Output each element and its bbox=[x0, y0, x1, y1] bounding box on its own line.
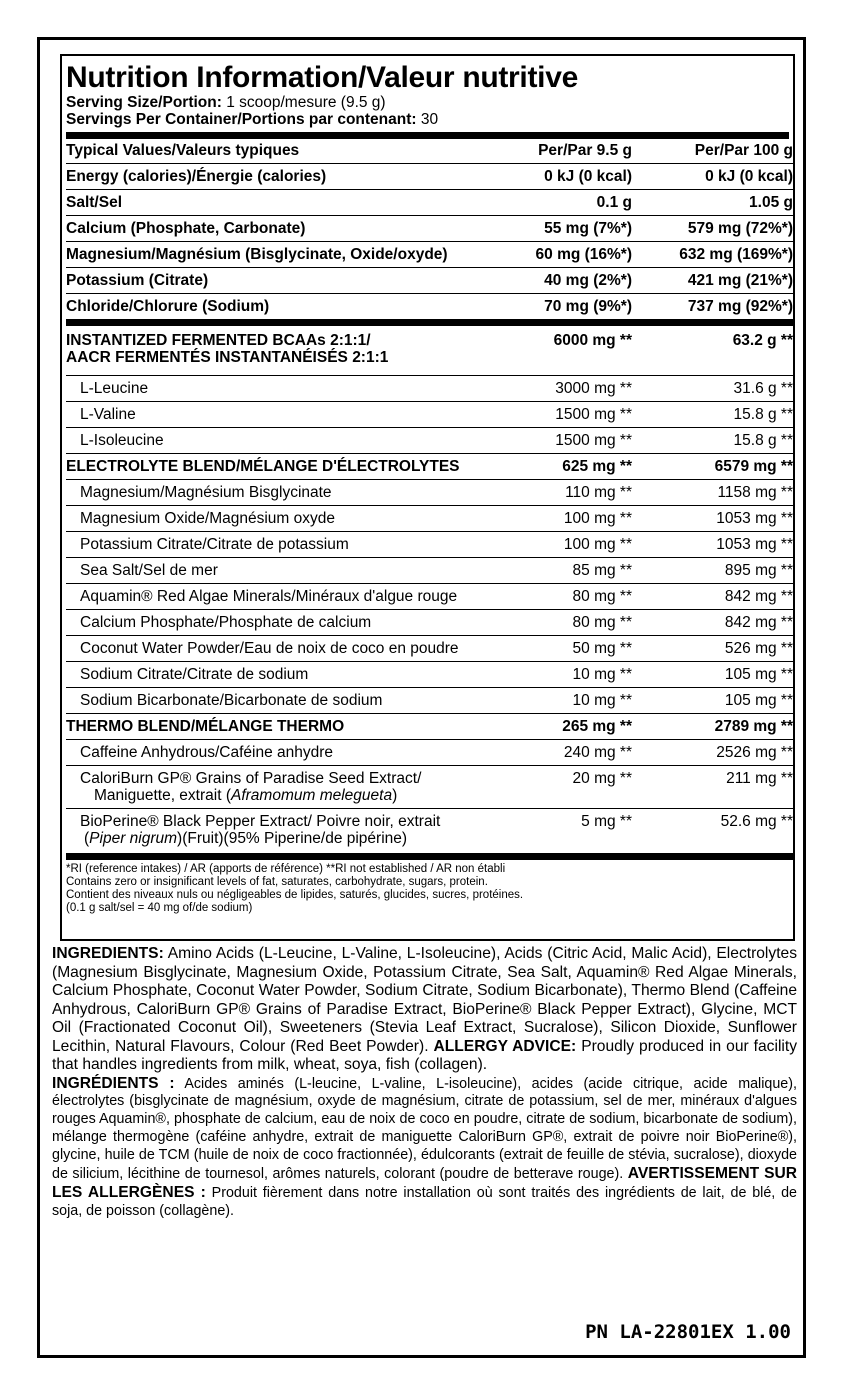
ingredient-per-serving: 100 mg ** bbox=[508, 532, 632, 558]
ingredient-per-serving: 3000 mg ** bbox=[508, 376, 632, 402]
ingredient-per-100g: 842 mg ** bbox=[632, 610, 793, 636]
nutrient-per-serving: 55 mg (7%*) bbox=[508, 216, 632, 242]
nutrient-name: Salt/Sel bbox=[66, 190, 508, 216]
allergy-text: Proudly produced in our facility that handles ingredients from milk, wheat, soya, fish (collagen). bbox=[52, 1037, 797, 1073]
table-row bbox=[66, 688, 793, 714]
ingredient-per-100g: 895 mg ** bbox=[632, 558, 793, 584]
thick-rule bbox=[66, 132, 789, 139]
serving-size-value: 1 scoop/mesure (9.5 g) bbox=[226, 94, 386, 111]
table-row bbox=[66, 402, 793, 428]
ingredient-name bbox=[66, 766, 508, 809]
ingredient-per-100g: 105 mg ** bbox=[632, 662, 793, 688]
footnote: (0.1 g salt/sel = 40 mg of/de sodium) bbox=[66, 902, 253, 914]
part-number: PN LA-22801EX 1.00 bbox=[585, 1321, 791, 1343]
nutrition-label bbox=[37, 37, 806, 1358]
servings-label: Servings Per Container/Portions par contenant: bbox=[66, 111, 417, 128]
header-per-100g: Per/Par 100 g bbox=[632, 139, 793, 164]
ingredient-per-serving: 20 mg ** bbox=[508, 766, 632, 809]
table-row bbox=[66, 506, 793, 532]
bioperine-line2-a: ( bbox=[84, 830, 90, 847]
nutrient-per-100g: 579 mg (72%*) bbox=[632, 216, 793, 242]
ingredient-per-serving: 10 mg ** bbox=[508, 688, 632, 714]
nutrient-per-100g: 632 mg (169%*) bbox=[632, 242, 793, 268]
thermo-per-100g: 2789 mg ** bbox=[632, 714, 793, 740]
servings-per-container bbox=[66, 111, 789, 128]
ingredient-name: Magnesium Oxide/Magnésium oxyde bbox=[66, 506, 508, 532]
ingredient-per-100g: 15.8 g ** bbox=[632, 428, 793, 454]
serving-size bbox=[66, 94, 789, 111]
serving-size-label: Serving Size/Portion: bbox=[66, 94, 222, 111]
nutrient-per-100g: 737 mg (92%*) bbox=[632, 294, 793, 323]
caloriburn-line1: CaloriBurn GP® Grains of Paradise Seed Extract/ bbox=[80, 770, 422, 787]
ingredient-per-serving: 10 mg ** bbox=[508, 662, 632, 688]
nutrient-per-serving: 60 mg (16%*) bbox=[508, 242, 632, 268]
nutrient-per-serving: 70 mg (9%*) bbox=[508, 294, 632, 323]
electrolyte-name: ELECTROLYTE BLEND/MÉLANGE D'ÉLECTROLYTES bbox=[66, 454, 508, 480]
nutrition-table bbox=[66, 139, 793, 860]
ingredient-per-100g: 1158 mg ** bbox=[632, 480, 793, 506]
bcaa-name-line1: INSTANTIZED FERMENTED BCAAs 2:1:1/ bbox=[66, 332, 371, 349]
thermo-section-row bbox=[66, 714, 793, 740]
ingredient-per-serving: 110 mg ** bbox=[508, 480, 632, 506]
nutrient-name: Potassium (Citrate) bbox=[66, 268, 508, 294]
ingredient-per-100g: 526 mg ** bbox=[632, 636, 793, 662]
ingredients-heading-fr: INGRÉDIENTS : bbox=[52, 1074, 175, 1092]
nutrition-facts-panel bbox=[60, 54, 795, 941]
ingredients-english bbox=[52, 945, 797, 1075]
nutrient-per-100g: 421 mg (21%*) bbox=[632, 268, 793, 294]
ingredients-french bbox=[52, 1075, 797, 1221]
electrolyte-per-serving: 625 mg ** bbox=[508, 454, 632, 480]
ingredient-name: Potassium Citrate/Citrate de potassium bbox=[66, 532, 508, 558]
allergy-heading: ALLERGY ADVICE: bbox=[433, 1037, 577, 1055]
ingredient-per-serving: 1500 mg ** bbox=[508, 428, 632, 454]
bioperine-line2-b: )(Fruit)(95% Piperine/de pipérine) bbox=[177, 830, 408, 847]
table-row bbox=[66, 376, 793, 402]
table-row bbox=[66, 164, 793, 190]
table-row bbox=[66, 662, 793, 688]
ingredient-per-serving: 100 mg ** bbox=[508, 506, 632, 532]
ingredients-heading: INGREDIENTS: bbox=[52, 945, 164, 962]
panel-title: Nutrition Information/Valeur nutritive bbox=[66, 61, 578, 94]
ingredient-per-serving: 50 mg ** bbox=[508, 636, 632, 662]
bioperine-latin-name: Piper nigrum bbox=[89, 830, 178, 847]
bcaa-name-line2: AACR FERMENTÉS INSTANTANÉISÉS 2:1:1 bbox=[66, 349, 389, 366]
bcaa-per-serving: 6000 mg ** bbox=[508, 323, 632, 376]
ingredient-per-serving: 240 mg ** bbox=[508, 740, 632, 766]
footnotes bbox=[66, 863, 789, 915]
table-row bbox=[66, 740, 793, 766]
ingredient-per-100g: 842 mg ** bbox=[632, 584, 793, 610]
ingredient-per-100g: 31.6 g ** bbox=[632, 376, 793, 402]
ingredient-per-100g: 2526 mg ** bbox=[632, 740, 793, 766]
ingredient-name bbox=[66, 809, 508, 857]
ingredient-per-serving: 5 mg ** bbox=[508, 809, 632, 857]
bcaa-name bbox=[66, 323, 508, 376]
ingredient-name: Calcium Phosphate/Phosphate de calcium bbox=[66, 610, 508, 636]
nutrient-per-serving: 0 kJ (0 kcal) bbox=[508, 164, 632, 190]
bcaa-section-row bbox=[66, 323, 793, 376]
table-row bbox=[66, 428, 793, 454]
table-row bbox=[66, 558, 793, 584]
footnote: Contient des niveaux nuls ou négligeables de lipides, saturés, glucides, sucres, protéines. bbox=[66, 889, 524, 901]
ingredient-name: Aquamin® Red Algae Minerals/Minéraux d'algue rouge bbox=[66, 584, 508, 610]
ingredient-per-serving: 85 mg ** bbox=[508, 558, 632, 584]
nutrient-name: Energy (calories)/Énergie (calories) bbox=[66, 164, 508, 190]
nutrient-name: Calcium (Phosphate, Carbonate) bbox=[66, 216, 508, 242]
table-row bbox=[66, 766, 793, 809]
table-row bbox=[66, 268, 793, 294]
table-row bbox=[66, 480, 793, 506]
electrolyte-per-100g: 6579 mg ** bbox=[632, 454, 793, 480]
table-row bbox=[66, 809, 793, 857]
bioperine-line1: BioPerine® Black Pepper Extract/ Poivre noir, extrait bbox=[80, 813, 441, 830]
table-row bbox=[66, 216, 793, 242]
ingredient-per-serving: 80 mg ** bbox=[508, 610, 632, 636]
ingredient-per-serving: 1500 mg ** bbox=[508, 402, 632, 428]
ingredient-per-100g: 1053 mg ** bbox=[632, 506, 793, 532]
table-row bbox=[66, 532, 793, 558]
ingredient-name: Sea Salt/Sel de mer bbox=[66, 558, 508, 584]
nutrient-per-serving: 0.1 g bbox=[508, 190, 632, 216]
ingredient-per-100g: 15.8 g ** bbox=[632, 402, 793, 428]
caloriburn-latin-name: Aframomum melegueta bbox=[230, 787, 393, 804]
ingredient-per-100g: 1053 mg ** bbox=[632, 532, 793, 558]
bcaa-per-100g: 63.2 g ** bbox=[632, 323, 793, 376]
bioperine-line2 bbox=[80, 830, 508, 847]
ingredient-per-100g: 52.6 mg ** bbox=[632, 809, 793, 857]
nutrient-per-100g: 0 kJ (0 kcal) bbox=[632, 164, 793, 190]
table-row bbox=[66, 584, 793, 610]
ingredient-per-100g: 105 mg ** bbox=[632, 688, 793, 714]
header-per-serving: Per/Par 9.5 g bbox=[508, 139, 632, 164]
table-row bbox=[66, 636, 793, 662]
thermo-per-serving: 265 mg ** bbox=[508, 714, 632, 740]
nutrient-name: Magnesium/Magnésium (Bisglycinate, Oxide/oxyde) bbox=[66, 242, 508, 268]
table-row bbox=[66, 242, 793, 268]
ingredient-name: Magnesium/Magnésium Bisglycinate bbox=[66, 480, 508, 506]
ingredient-per-serving: 80 mg ** bbox=[508, 584, 632, 610]
table-row bbox=[66, 610, 793, 636]
caloriburn-line2-a: Maniguette, extrait ( bbox=[94, 787, 231, 804]
servings-value: 30 bbox=[420, 111, 439, 128]
header-typical-values: Typical Values/Valeurs typiques bbox=[66, 139, 508, 164]
ingredients-text: Amino Acids (L-Leucine, L-Valine, L-Isoleucine), Acids (Citric Acid, Malic Acid), Electrolytes (Magnesium Bisglycinate, Magnesium Oxide, Potassium Citrate, Sea Salt, Aquamin® Red Algae Minerals, Calcium Phosphate, Coconut Water Powder, Sodium Citrate, Sodium Bicarbonate), Thermo Blend (Caffeine Anhydrous, CaloriBurn GP® Grains of Paradise Extract, BioPerine® Black Pepper Extract), Glycine, MCT Oil (Fractionated Coconut Oil), Sweeteners (Stevia Leaf Extract, Sucralose), Silicon Dioxide, Sunflower Lecithin, Natural Flavours, Colour (Red Beet Powder). bbox=[52, 945, 797, 1055]
ingredient-name: Sodium Bicarbonate/Bicarbonate de sodium bbox=[66, 688, 508, 714]
footnote: *RI (reference intakes) / AR (apports de référence) **RI not established / AR non établi bbox=[66, 863, 506, 875]
allergy-heading-fr: AVERTISSEMENT SUR LES ALLERGÈNES : bbox=[52, 1165, 797, 1201]
ingredient-name: Coconut Water Powder/Eau de noix de coco en poudre bbox=[66, 636, 508, 662]
ingredient-name: L-Isoleucine bbox=[66, 428, 508, 454]
caloriburn-line2 bbox=[80, 787, 508, 804]
thermo-name: THERMO BLEND/MÉLANGE THERMO bbox=[66, 714, 508, 740]
ingredient-name: Caffeine Anhydrous/Caféine anhydre bbox=[66, 740, 508, 766]
allergy-text-fr: Produit fièrement dans notre installation où sont traités des ingrédients de lait, de blé, de soja, de poisson (collagène). bbox=[52, 1184, 797, 1219]
ingredients-text-fr: Acides aminés (L-leucine, L-valine, L-isoleucine), acides (acide citrique, acide malique), électrolytes (bisglycinate de magnésium, oxyde de magnésium, citrate de potassium, sel de mer, minéraux d'algues rouges Aquamin®, phosphate de calcium, eau de noix de coco en poudre, citrate de sodium, bicarbonate de sodium), mélange thermogène (caféine anhydre, extrait de maniguette CaloriBurn GP®, extrait de poivre noir BioPerine®), glycine, huile de TCM (huile de noix de coco fractionnée), édulcorants (extrait de feuille de stévia, sucralose), dioxyde de silicium, lécithine de tournesol, arômes naturels, colorant (poudre de betterave rouge). bbox=[52, 1075, 797, 1183]
ingredient-name: L-Leucine bbox=[66, 376, 508, 402]
nutrient-per-serving: 40 mg (2%*) bbox=[508, 268, 632, 294]
footnote: Contains zero or insignificant levels of fat, saturates, carbohydrate, sugars, protein. bbox=[66, 876, 488, 888]
table-row bbox=[66, 190, 793, 216]
table-header-row bbox=[66, 139, 793, 164]
ingredient-name: Sodium Citrate/Citrate de sodium bbox=[66, 662, 508, 688]
ingredient-name: L-Valine bbox=[66, 402, 508, 428]
table-row bbox=[66, 294, 793, 323]
nutrient-name: Chloride/Chlorure (Sodium) bbox=[66, 294, 508, 323]
ingredient-per-100g: 211 mg ** bbox=[632, 766, 793, 809]
nutrient-per-100g: 1.05 g bbox=[632, 190, 793, 216]
ingredients-section bbox=[52, 945, 797, 1221]
caloriburn-line2-b: ) bbox=[392, 787, 398, 804]
electrolyte-section-row bbox=[66, 454, 793, 480]
